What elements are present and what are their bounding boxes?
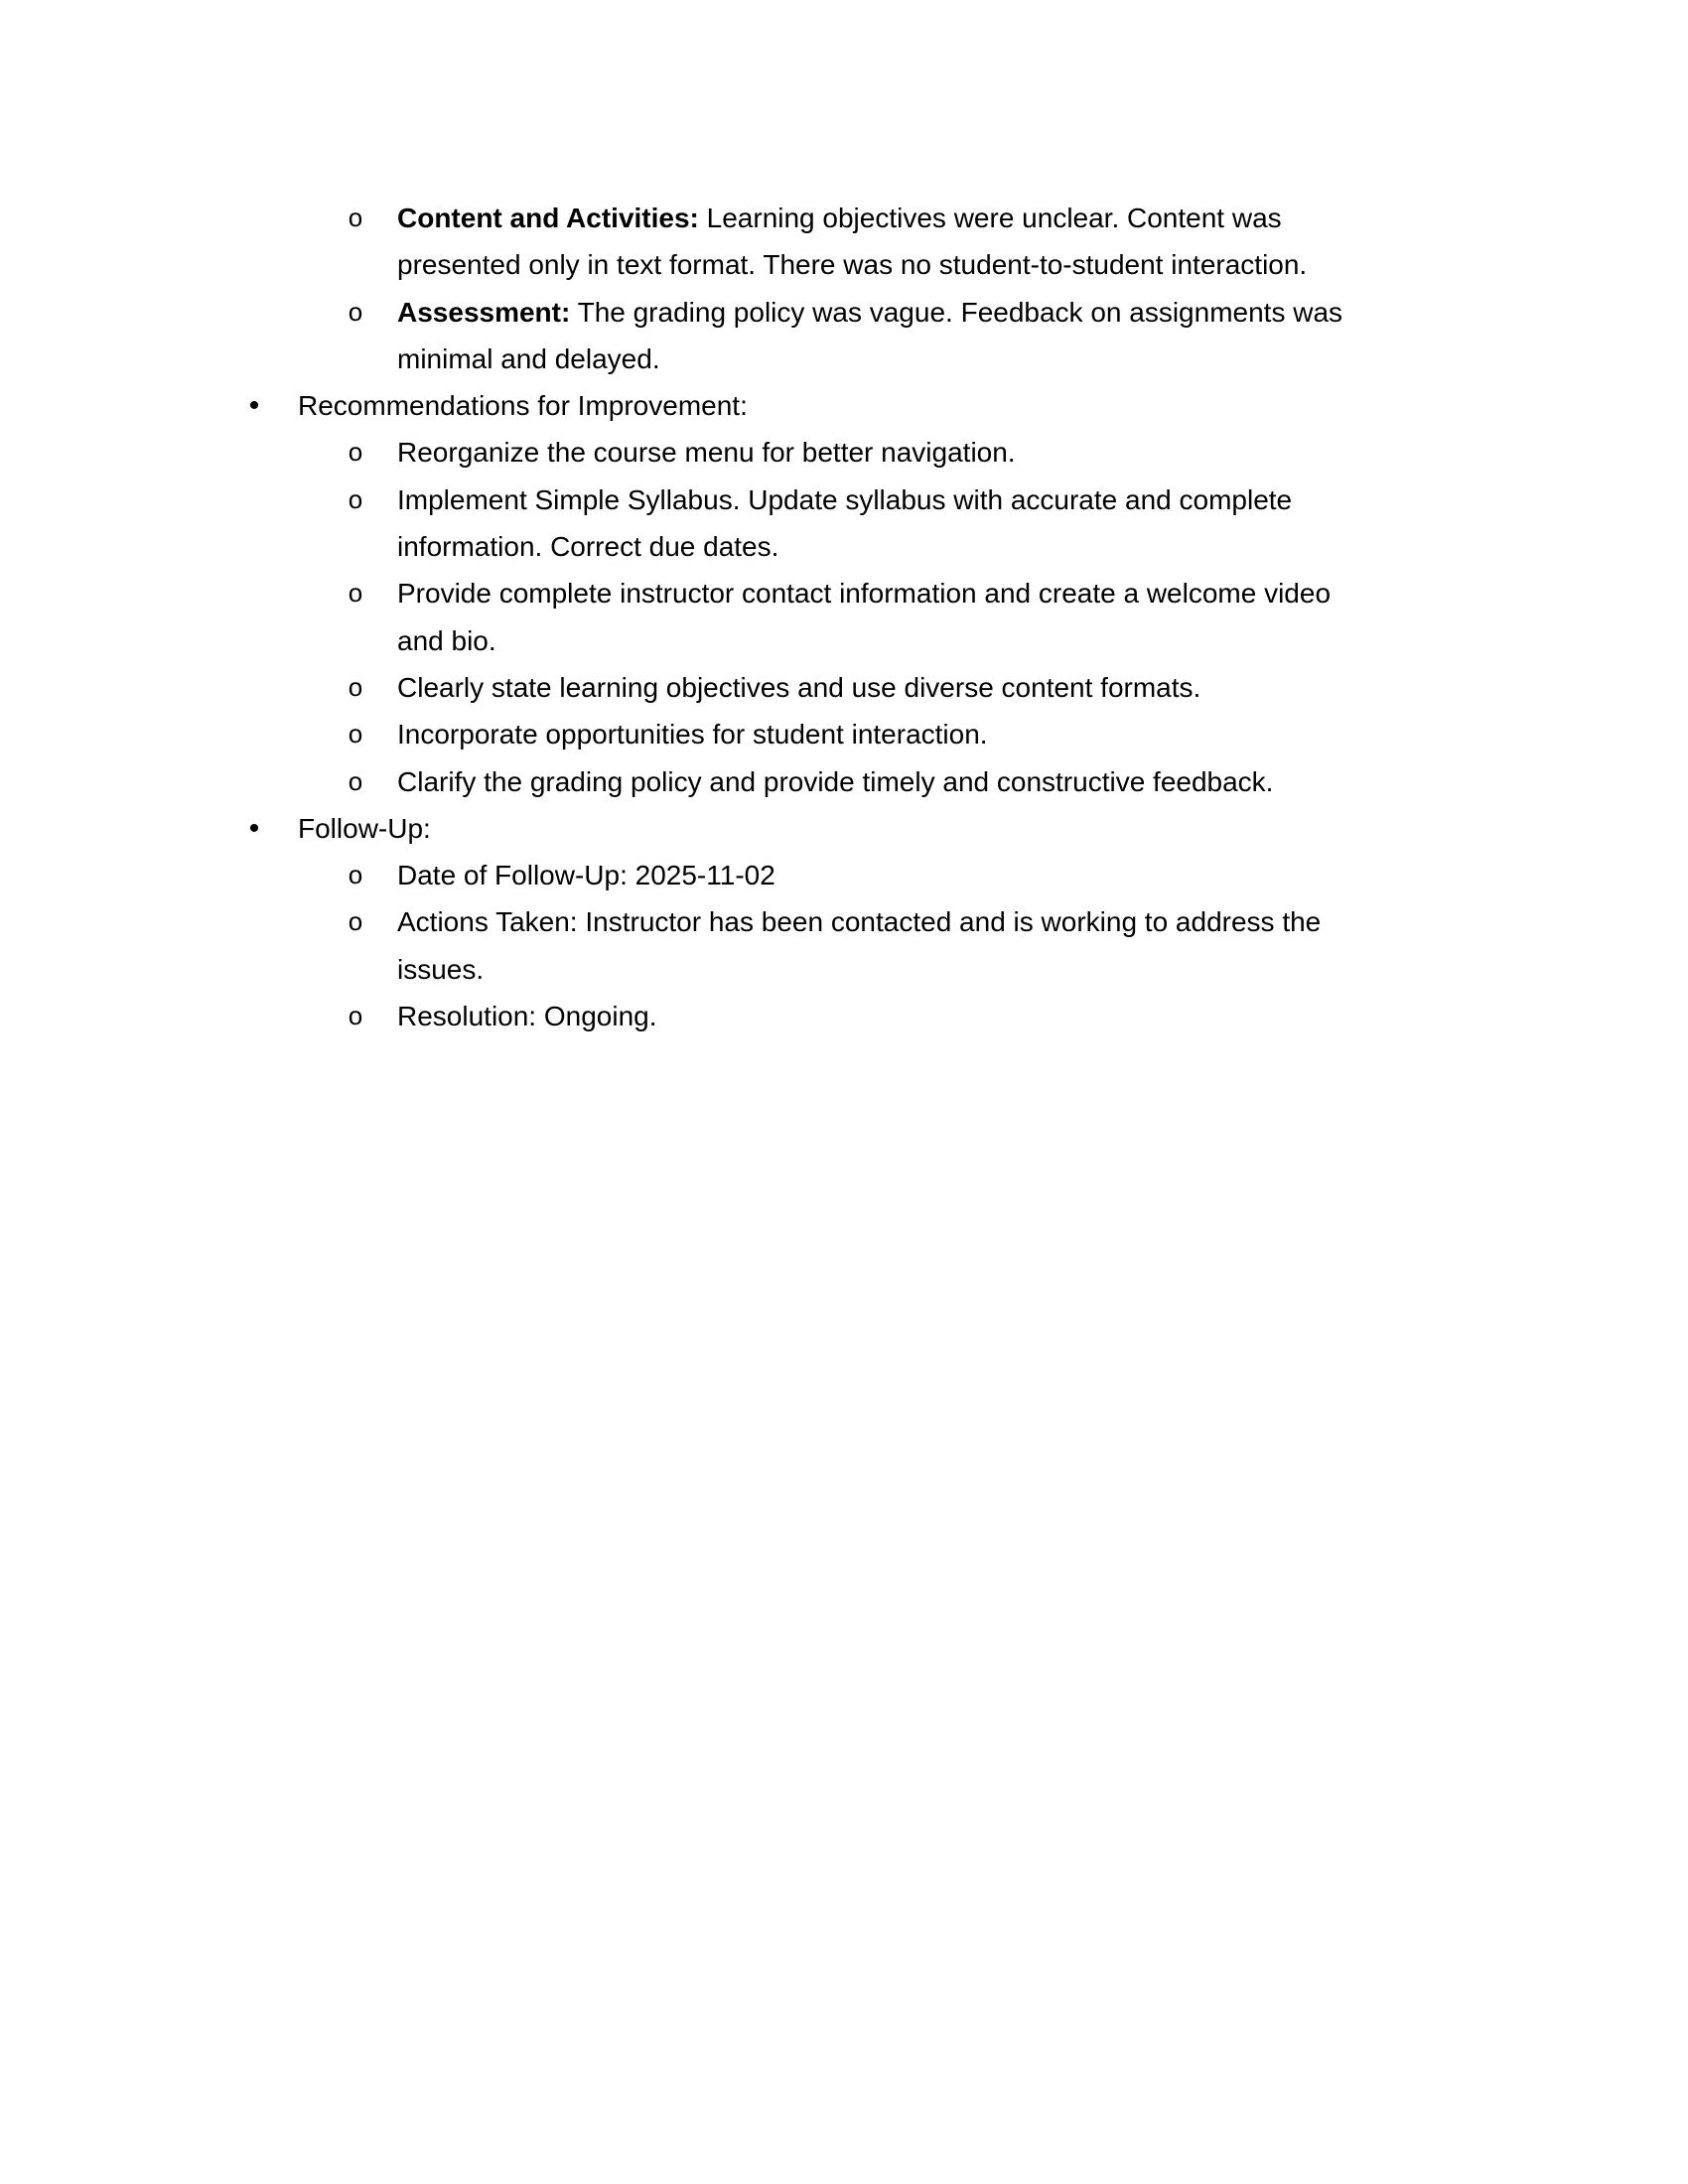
hollow-bullet-icon: o — [348, 765, 363, 796]
document-body — [0, 195, 1688, 1039]
filled-bullet-icon: • — [248, 389, 260, 423]
filled-bullet-icon: • — [248, 811, 260, 845]
item-text: Date of Follow-Up: 2025-11-02 — [397, 860, 775, 891]
hollow-bullet-icon: o — [348, 203, 363, 232]
item-text: information. Correct due dates. — [397, 531, 779, 563]
list-item — [0, 898, 1688, 993]
item-text: Provide complete instructor contact information and create a welcome video — [397, 578, 1332, 610]
section-heading: Follow-Up: — [298, 812, 431, 844]
recommendations-section — [0, 382, 1688, 805]
hollow-bullet-icon: o — [348, 906, 363, 937]
hollow-bullet-icon: o — [348, 719, 363, 750]
hollow-bullet-icon: o — [348, 483, 363, 514]
hollow-bullet-icon: o — [348, 1001, 363, 1031]
continued-findings-list — [0, 195, 1688, 382]
list-item — [0, 758, 1688, 805]
list-item — [0, 429, 1688, 476]
item-text: presented only in text format. There was no student-to-student interaction. — [397, 249, 1308, 281]
item-label: Content and Activities: — [397, 203, 699, 233]
item-text: Actions Taken: Instructor has been contacted and is working to address the — [397, 906, 1322, 938]
section-heading: Recommendations for Improvement: — [298, 390, 748, 422]
list-item — [0, 289, 1688, 383]
list-item — [0, 477, 1688, 571]
list-item — [0, 993, 1688, 1039]
follow-up-section — [0, 805, 1688, 1039]
item-text: Resolution: Ongoing. — [397, 1001, 657, 1032]
item-text: Clearly state learning objectives and use diverse content formats. — [397, 671, 1201, 703]
list-item — [0, 570, 1688, 664]
item-text: Reorganize the course menu for better navigation. — [397, 437, 1016, 469]
item-text: Implement Simple Syllabus. Update syllabus with accurate and complete — [397, 483, 1293, 515]
hollow-bullet-icon: o — [348, 860, 363, 890]
item-text: The grading policy was vague. Feedback on assignments was — [570, 296, 1343, 328]
list-item — [0, 852, 1688, 898]
item-text: minimal and delayed. — [397, 342, 660, 374]
list-item — [0, 664, 1688, 711]
hollow-bullet-icon: o — [348, 578, 363, 609]
item-text: Clarify the grading policy and provide timely and constructive feedback. — [397, 765, 1274, 797]
item-text: Incorporate opportunities for student interaction. — [397, 719, 988, 751]
item-text: issues. — [397, 953, 485, 985]
list-item — [0, 195, 1688, 289]
item-text: Learning objectives were unclear. Content was — [698, 203, 1282, 233]
hollow-bullet-icon: o — [348, 437, 363, 468]
item-text: and bio. — [397, 624, 496, 656]
item-label: Assessment: — [397, 296, 571, 328]
list-item — [0, 711, 1688, 757]
hollow-bullet-icon: o — [348, 671, 363, 702]
hollow-bullet-icon: o — [348, 296, 363, 327]
